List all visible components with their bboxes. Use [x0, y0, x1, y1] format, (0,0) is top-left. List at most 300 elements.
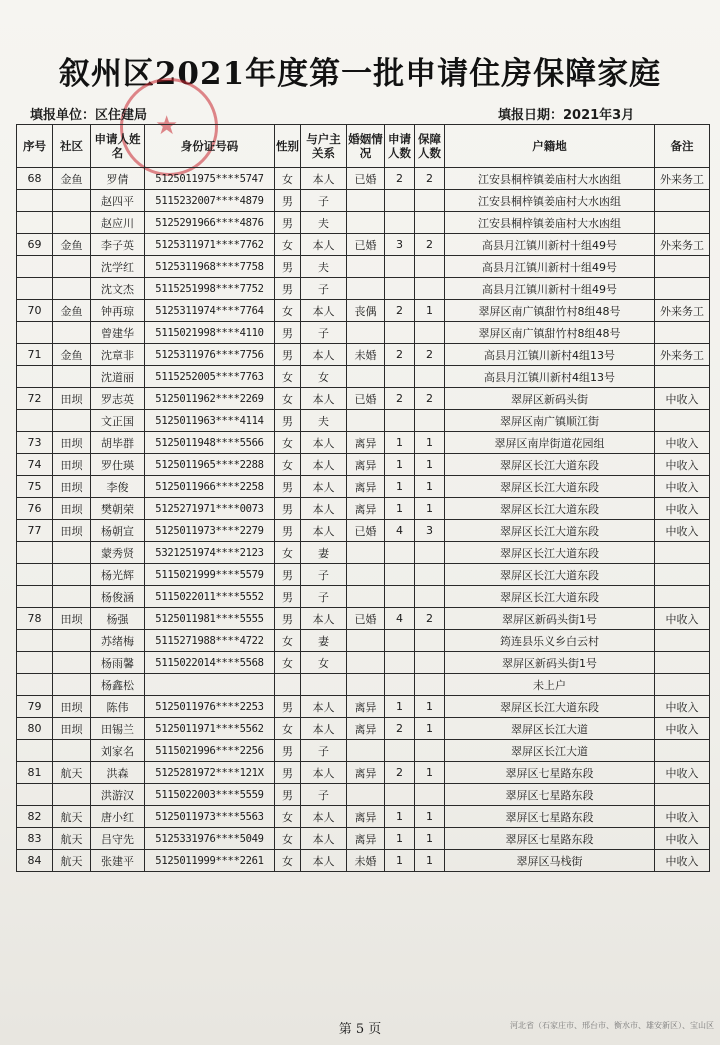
col-relation-cell: 子 — [301, 190, 347, 212]
col-remark-cell — [655, 256, 710, 278]
col-marital-cell — [347, 190, 385, 212]
col-remark-cell — [655, 212, 710, 234]
col-id-number-cell: 5125011965****2288 — [145, 454, 275, 476]
col-guaranteed-cell: 1 — [415, 718, 445, 740]
col-gender-header: 性别 — [275, 125, 301, 168]
col-gender-cell: 男 — [275, 410, 301, 432]
col-relation-cell: 女 — [301, 652, 347, 674]
table-row — [17, 630, 710, 652]
col-relation-cell: 本人 — [301, 762, 347, 784]
col-marital-cell — [347, 674, 385, 696]
table-row — [17, 476, 710, 498]
col-applicant-name-cell: 张建平 — [91, 850, 145, 872]
col-guaranteed-cell — [415, 674, 445, 696]
col-id-number-cell: 5125011962****2269 — [145, 388, 275, 410]
col-hukou-cell: 翠屏区新码头街 — [445, 388, 655, 410]
col-applicant-name-cell: 蒙秀贤 — [91, 542, 145, 564]
col-id-number-cell: 5125281972****121X — [145, 762, 275, 784]
table-row — [17, 718, 710, 740]
col-hukou-cell: 未上户 — [445, 674, 655, 696]
col-guaranteed-cell: 1 — [415, 762, 445, 784]
col-applicants-cell: 1 — [385, 806, 415, 828]
col-hukou-cell: 翠屏区长江大道东段 — [445, 454, 655, 476]
col-seq-cell — [17, 278, 53, 300]
table-row — [17, 674, 710, 696]
col-applicants-cell — [385, 322, 415, 344]
col-remark-cell: 中收入 — [655, 850, 710, 872]
col-applicants-cell: 2 — [385, 762, 415, 784]
col-community-cell — [53, 278, 91, 300]
col-gender-cell: 女 — [275, 828, 301, 850]
col-marital-cell — [347, 212, 385, 234]
col-guaranteed-header: 保障人数 — [415, 125, 445, 168]
col-marital-cell — [347, 256, 385, 278]
col-seq-cell: 72 — [17, 388, 53, 410]
col-seq-cell — [17, 256, 53, 278]
col-marital-cell — [347, 278, 385, 300]
col-relation-cell: 夫 — [301, 256, 347, 278]
col-seq-cell — [17, 630, 53, 652]
col-community-cell — [53, 322, 91, 344]
col-community-cell — [53, 256, 91, 278]
col-seq-cell — [17, 586, 53, 608]
col-gender-cell: 男 — [275, 586, 301, 608]
col-seq-cell — [17, 784, 53, 806]
col-applicants-cell — [385, 630, 415, 652]
col-community-cell: 航天 — [53, 850, 91, 872]
col-applicant-name-cell: 杨强 — [91, 608, 145, 630]
col-relation-cell: 子 — [301, 586, 347, 608]
col-marital-cell: 离异 — [347, 696, 385, 718]
col-relation-cell: 夫 — [301, 212, 347, 234]
table-row — [17, 168, 710, 190]
col-applicant-name-cell: 杨雨馨 — [91, 652, 145, 674]
col-seq-cell — [17, 542, 53, 564]
col-applicants-cell — [385, 212, 415, 234]
col-marital-cell — [347, 366, 385, 388]
col-applicants-cell: 1 — [385, 828, 415, 850]
applicant-table — [16, 124, 710, 872]
col-seq-cell — [17, 564, 53, 586]
col-gender-cell: 男 — [275, 520, 301, 542]
col-community-cell: 田坝 — [53, 454, 91, 476]
col-remark-cell: 中收入 — [655, 762, 710, 784]
col-applicant-name-cell: 洪森 — [91, 762, 145, 784]
col-community-cell — [53, 674, 91, 696]
col-id-number-cell: 5125011975****5747 — [145, 168, 275, 190]
col-applicants-cell — [385, 190, 415, 212]
col-remark-cell — [655, 674, 710, 696]
table-row — [17, 322, 710, 344]
col-guaranteed-cell — [415, 564, 445, 586]
col-gender-cell: 女 — [275, 168, 301, 190]
col-applicants-cell — [385, 674, 415, 696]
col-community-cell: 田坝 — [53, 498, 91, 520]
col-applicant-name-cell: 沈章非 — [91, 344, 145, 366]
col-applicant-name-cell: 刘家名 — [91, 740, 145, 762]
col-gender-cell: 男 — [275, 696, 301, 718]
col-guaranteed-cell — [415, 784, 445, 806]
reporting-unit: 填报单位：区住建局 — [30, 108, 148, 123]
col-applicants-cell — [385, 410, 415, 432]
col-applicants-cell: 2 — [385, 300, 415, 322]
col-relation-cell: 本人 — [301, 498, 347, 520]
col-id-number-cell: 5125011966****2258 — [145, 476, 275, 498]
col-id-number-cell: 5115021998****4110 — [145, 322, 275, 344]
col-applicant-name-cell: 沈学红 — [91, 256, 145, 278]
col-applicants-cell: 1 — [385, 498, 415, 520]
col-guaranteed-cell: 1 — [415, 850, 445, 872]
col-hukou-cell: 筠连县乐义乡白云村 — [445, 630, 655, 652]
col-community-cell — [53, 630, 91, 652]
col-seq-cell: 80 — [17, 718, 53, 740]
col-relation-cell: 夫 — [301, 410, 347, 432]
col-id-number-cell: 5125291966****4876 — [145, 212, 275, 234]
col-gender-cell: 男 — [275, 256, 301, 278]
col-gender-cell: 女 — [275, 432, 301, 454]
col-hukou-cell: 翠屏区七星路东段 — [445, 806, 655, 828]
col-community-cell — [53, 542, 91, 564]
col-seq-cell — [17, 212, 53, 234]
col-hukou-cell: 翠屏区七星路东段 — [445, 762, 655, 784]
col-applicants-cell: 1 — [385, 432, 415, 454]
col-community-cell: 田坝 — [53, 520, 91, 542]
table-row — [17, 454, 710, 476]
col-applicant-name-cell: 苏绪梅 — [91, 630, 145, 652]
col-guaranteed-cell: 1 — [415, 432, 445, 454]
table-row — [17, 344, 710, 366]
col-guaranteed-cell: 2 — [415, 388, 445, 410]
col-marital-cell: 离异 — [347, 828, 385, 850]
col-id-number-cell: 5125011948****5566 — [145, 432, 275, 454]
col-guaranteed-cell — [415, 630, 445, 652]
col-remark-cell: 外来务工 — [655, 234, 710, 256]
col-seq-cell — [17, 652, 53, 674]
col-gender-cell: 男 — [275, 190, 301, 212]
col-remark-cell — [655, 322, 710, 344]
col-relation-cell — [301, 674, 347, 696]
col-community-cell: 田坝 — [53, 476, 91, 498]
col-seq-cell: 75 — [17, 476, 53, 498]
col-remark-cell: 中收入 — [655, 454, 710, 476]
col-community-cell: 田坝 — [53, 718, 91, 740]
table-row — [17, 498, 710, 520]
col-relation-cell: 本人 — [301, 300, 347, 322]
col-seq-cell: 83 — [17, 828, 53, 850]
col-hukou-cell: 高县月江镇川新村4组13号 — [445, 344, 655, 366]
col-id-number-cell: 5125311971****7762 — [145, 234, 275, 256]
table-row — [17, 542, 710, 564]
table-row — [17, 740, 710, 762]
col-remark-cell — [655, 542, 710, 564]
col-applicants-cell — [385, 586, 415, 608]
col-marital-cell: 已婚 — [347, 608, 385, 630]
col-hukou-cell: 翠屏区新码头街1号 — [445, 608, 655, 630]
col-guaranteed-cell: 1 — [415, 454, 445, 476]
table-row — [17, 212, 710, 234]
col-applicants-cell — [385, 652, 415, 674]
col-gender-cell: 男 — [275, 564, 301, 586]
col-community-cell — [53, 410, 91, 432]
col-hukou-cell: 翠屏区长江大道东段 — [445, 498, 655, 520]
col-seq-cell: 77 — [17, 520, 53, 542]
col-seq-cell: 79 — [17, 696, 53, 718]
col-marital-cell: 已婚 — [347, 234, 385, 256]
col-id-number-cell: 5115022011****5552 — [145, 586, 275, 608]
col-marital-cell — [347, 410, 385, 432]
col-relation-cell: 本人 — [301, 828, 347, 850]
col-id-number-cell: 5125311976****7756 — [145, 344, 275, 366]
reporting-date: 填报日期：2021年3月 — [498, 108, 635, 123]
col-relation-cell: 子 — [301, 322, 347, 344]
col-relation-cell: 女 — [301, 366, 347, 388]
col-seq-cell — [17, 322, 53, 344]
col-gender-cell: 男 — [275, 344, 301, 366]
col-community-cell: 田坝 — [53, 432, 91, 454]
col-marital-cell: 离异 — [347, 762, 385, 784]
col-hukou-cell: 翠屏区南广镇甜竹村8组48号 — [445, 322, 655, 344]
col-seq-cell: 70 — [17, 300, 53, 322]
col-id-number-cell: 5125271971****0073 — [145, 498, 275, 520]
col-hukou-cell: 翠屏区长江大道东段 — [445, 586, 655, 608]
col-guaranteed-cell: 1 — [415, 498, 445, 520]
col-relation-cell: 本人 — [301, 608, 347, 630]
col-id-number-cell: 5115271988****4722 — [145, 630, 275, 652]
col-community-cell: 田坝 — [53, 388, 91, 410]
col-applicants-cell: 2 — [385, 344, 415, 366]
col-guaranteed-cell: 1 — [415, 300, 445, 322]
col-gender-cell: 男 — [275, 608, 301, 630]
col-remark-cell — [655, 410, 710, 432]
col-gender-cell: 女 — [275, 806, 301, 828]
col-id-number-cell: 5125011976****2253 — [145, 696, 275, 718]
col-gender-cell: 女 — [275, 542, 301, 564]
col-hukou-cell: 江安县桐梓镇姜庙村大水凼组 — [445, 168, 655, 190]
col-applicant-name-cell: 唐小红 — [91, 806, 145, 828]
col-marital-cell: 未婚 — [347, 344, 385, 366]
col-id-number-cell: 5125011973****2279 — [145, 520, 275, 542]
col-relation-cell: 本人 — [301, 432, 347, 454]
table-row — [17, 850, 710, 872]
col-applicant-name-cell: 胡毕群 — [91, 432, 145, 454]
table-row — [17, 410, 710, 432]
col-applicant-name-cell: 赵四平 — [91, 190, 145, 212]
col-remark-cell: 中收入 — [655, 696, 710, 718]
col-marital-cell: 离异 — [347, 498, 385, 520]
col-id-number-cell: 5125311968****7758 — [145, 256, 275, 278]
col-id-number-cell: 5115021996****2256 — [145, 740, 275, 762]
col-gender-cell: 男 — [275, 498, 301, 520]
table-row — [17, 608, 710, 630]
table-row — [17, 190, 710, 212]
col-hukou-cell: 高县月江镇川新村十组49号 — [445, 234, 655, 256]
table-row — [17, 234, 710, 256]
col-relation-cell: 本人 — [301, 388, 347, 410]
col-guaranteed-cell — [415, 366, 445, 388]
col-applicant-name-cell: 陈伟 — [91, 696, 145, 718]
col-applicant-name-cell: 钟再琼 — [91, 300, 145, 322]
table-header-row — [17, 125, 710, 168]
col-marital-cell: 已婚 — [347, 388, 385, 410]
table-row — [17, 564, 710, 586]
col-hukou-cell: 翠屏区七星路东段 — [445, 784, 655, 806]
col-remark-cell: 外来务工 — [655, 344, 710, 366]
col-seq-header: 序号 — [17, 125, 53, 168]
col-hukou-cell: 翠屏区七星路东段 — [445, 828, 655, 850]
col-relation-cell: 本人 — [301, 454, 347, 476]
col-id-number-cell: 5125011963****4114 — [145, 410, 275, 432]
col-gender-cell: 男 — [275, 278, 301, 300]
col-relation-cell: 子 — [301, 278, 347, 300]
col-guaranteed-cell — [415, 542, 445, 564]
col-community-cell — [53, 784, 91, 806]
col-gender-cell: 女 — [275, 454, 301, 476]
col-seq-cell: 76 — [17, 498, 53, 520]
col-applicant-name-cell: 沈道丽 — [91, 366, 145, 388]
col-hukou-cell: 高县月江镇川新村十组49号 — [445, 278, 655, 300]
col-gender-cell: 男 — [275, 762, 301, 784]
col-applicants-cell — [385, 366, 415, 388]
col-marital-cell — [347, 652, 385, 674]
col-guaranteed-cell: 2 — [415, 234, 445, 256]
col-marital-cell — [347, 586, 385, 608]
col-community-cell — [53, 586, 91, 608]
col-community-cell — [53, 740, 91, 762]
col-id-number-cell: 5115252005****7763 — [145, 366, 275, 388]
col-applicant-name-cell: 文正国 — [91, 410, 145, 432]
col-hukou-cell: 翠屏区马栈街 — [445, 850, 655, 872]
col-remark-cell: 外来务工 — [655, 300, 710, 322]
col-relation-cell: 本人 — [301, 168, 347, 190]
col-marital-cell: 离异 — [347, 476, 385, 498]
col-remark-cell: 中收入 — [655, 432, 710, 454]
col-community-cell — [53, 212, 91, 234]
col-marital-cell — [347, 322, 385, 344]
col-applicant-name-cell: 樊朝荣 — [91, 498, 145, 520]
col-community-cell — [53, 366, 91, 388]
col-applicants-cell: 1 — [385, 454, 415, 476]
table-row — [17, 366, 710, 388]
col-marital-cell: 已婚 — [347, 520, 385, 542]
col-applicants-cell — [385, 784, 415, 806]
col-relation-cell: 本人 — [301, 476, 347, 498]
col-remark-cell: 中收入 — [655, 608, 710, 630]
table-row — [17, 256, 710, 278]
col-id-number-cell: 5125011981****5555 — [145, 608, 275, 630]
col-remark-cell — [655, 366, 710, 388]
col-hukou-cell: 翠屏区南岸街道花园组 — [445, 432, 655, 454]
col-remark-cell: 中收入 — [655, 828, 710, 850]
col-id-number-cell: 5321251974****2123 — [145, 542, 275, 564]
col-hukou-cell: 江安县桐梓镇姜庙村大水凼组 — [445, 212, 655, 234]
col-applicant-name-cell: 罗倩 — [91, 168, 145, 190]
col-seq-cell — [17, 740, 53, 762]
col-hukou-cell: 翠屏区长江大道 — [445, 740, 655, 762]
col-applicants-cell: 2 — [385, 388, 415, 410]
col-remark-cell — [655, 278, 710, 300]
table-row — [17, 300, 710, 322]
col-relation-cell: 本人 — [301, 234, 347, 256]
col-remark-cell — [655, 564, 710, 586]
seal-star-icon: ★ — [155, 111, 179, 141]
page-number: 第 5 页 — [338, 1022, 382, 1037]
table-row — [17, 784, 710, 806]
col-community-cell: 金鱼 — [53, 300, 91, 322]
col-seq-cell: 82 — [17, 806, 53, 828]
col-id-number-cell: 5125331976****5049 — [145, 828, 275, 850]
col-applicants-cell: 4 — [385, 520, 415, 542]
col-remark-cell — [655, 630, 710, 652]
table-row — [17, 432, 710, 454]
col-gender-cell: 女 — [275, 718, 301, 740]
col-marital-cell: 离异 — [347, 718, 385, 740]
col-marital-cell: 离异 — [347, 454, 385, 476]
col-remark-cell: 中收入 — [655, 476, 710, 498]
col-remark-cell — [655, 740, 710, 762]
col-remark-cell: 中收入 — [655, 520, 710, 542]
col-relation-cell: 本人 — [301, 718, 347, 740]
col-applicant-name-cell: 沈文杰 — [91, 278, 145, 300]
col-hukou-cell: 翠屏区长江大道东段 — [445, 564, 655, 586]
col-guaranteed-cell: 2 — [415, 168, 445, 190]
col-seq-cell — [17, 190, 53, 212]
col-guaranteed-cell — [415, 586, 445, 608]
col-hukou-header: 户籍地 — [445, 125, 655, 168]
bleed-through-text: 河北省（石家庄市、邢台市、衡水市、雄安新区）、宝山区 — [510, 1021, 714, 1030]
col-seq-cell: 74 — [17, 454, 53, 476]
col-remark-cell — [655, 190, 710, 212]
col-seq-cell — [17, 410, 53, 432]
col-applicant-name-cell: 田锡兰 — [91, 718, 145, 740]
col-remark-cell: 中收入 — [655, 806, 710, 828]
col-community-cell: 金鱼 — [53, 344, 91, 366]
col-guaranteed-cell: 1 — [415, 696, 445, 718]
col-applicants-cell: 2 — [385, 718, 415, 740]
col-gender-cell: 女 — [275, 300, 301, 322]
col-guaranteed-cell: 2 — [415, 608, 445, 630]
table-row — [17, 388, 710, 410]
col-guaranteed-cell: 1 — [415, 806, 445, 828]
col-marital-cell — [347, 784, 385, 806]
col-applicant-name-cell: 赵应川 — [91, 212, 145, 234]
col-hukou-cell: 江安县桐梓镇姜庙村大水凼组 — [445, 190, 655, 212]
col-relation-cell: 本人 — [301, 520, 347, 542]
col-applicant-name-cell: 罗志英 — [91, 388, 145, 410]
col-applicant-name-cell: 杨朝宣 — [91, 520, 145, 542]
col-marital-cell: 未婚 — [347, 850, 385, 872]
col-marital-cell — [347, 740, 385, 762]
col-gender-cell: 男 — [275, 784, 301, 806]
col-marital-cell: 离异 — [347, 806, 385, 828]
col-seq-cell: 71 — [17, 344, 53, 366]
col-id-number-cell — [145, 674, 275, 696]
col-hukou-cell: 翠屏区南广镇甜竹村8组48号 — [445, 300, 655, 322]
col-marital-cell — [347, 564, 385, 586]
col-guaranteed-cell — [415, 190, 445, 212]
col-gender-cell: 女 — [275, 630, 301, 652]
col-id-number-cell: 5115021999****5579 — [145, 564, 275, 586]
col-applicants-cell — [385, 278, 415, 300]
col-relation-cell: 本人 — [301, 850, 347, 872]
col-community-cell — [53, 564, 91, 586]
col-applicants-cell — [385, 256, 415, 278]
col-hukou-cell: 翠屏区长江大道东段 — [445, 696, 655, 718]
col-gender-cell: 女 — [275, 652, 301, 674]
col-remark-cell: 中收入 — [655, 718, 710, 740]
table-row — [17, 586, 710, 608]
col-id-number-cell: 5115251998****7752 — [145, 278, 275, 300]
col-id-number-header: 身份证号码 — [145, 125, 275, 168]
